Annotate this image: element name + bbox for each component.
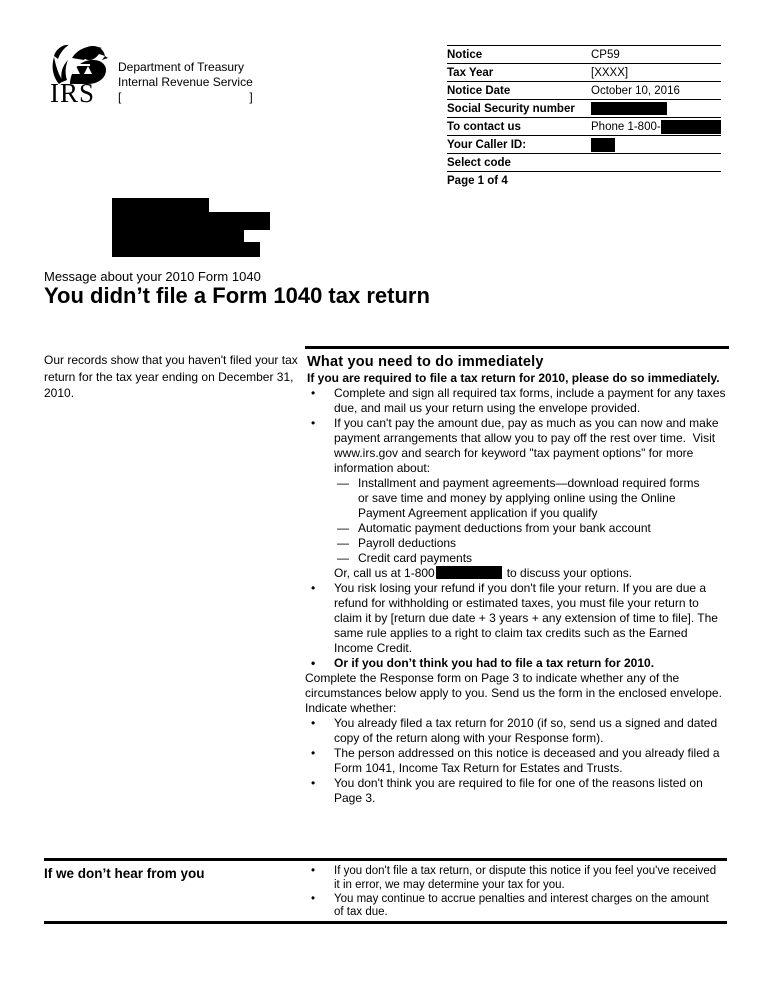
if-no-hear-bullet-list xyxy=(305,865,717,920)
redaction-box-phone-inline xyxy=(436,566,502,579)
table-row-select-code xyxy=(447,153,721,171)
records-summary-text: Our records show that you haven't filed your tax return for the tax year ending on December 31, 2010. xyxy=(44,353,298,400)
table-row-notice-date xyxy=(447,81,721,99)
row-value: October 10, 2016 xyxy=(591,84,680,97)
redaction-bar xyxy=(112,198,209,212)
row-label: To contact us xyxy=(447,120,521,133)
row-value: Phone 1-800- xyxy=(591,120,661,133)
indicate-bullet-list xyxy=(305,716,729,806)
bracket-open: [ xyxy=(118,90,122,104)
table-row-contact xyxy=(447,117,721,135)
list-item: • You may continue to accrue penalties and interest charges on the amount of tax due. xyxy=(305,893,717,921)
redaction-box-caller-id xyxy=(591,138,615,152)
row-value: [XXXX] xyxy=(591,66,629,79)
redaction-bar xyxy=(112,212,270,230)
page-indicator: Page 1 of 4 xyxy=(447,171,721,189)
payment-options-sublist xyxy=(337,476,729,566)
row-label: Social Security number xyxy=(447,102,575,115)
table-row-notice xyxy=(447,45,721,63)
dept-line-1: Department of Treasury xyxy=(118,60,245,74)
action-bullet-list xyxy=(305,386,729,671)
list-item-bold: • Or if you don’t think you had to file a tax return for 2010. xyxy=(305,656,729,671)
list-item: • You don't think you are required to file for one of the reasons listed on Page 3. xyxy=(305,776,729,806)
notice-summary-table xyxy=(447,45,721,189)
section-rule xyxy=(305,346,729,349)
table-row-caller-id xyxy=(447,135,721,153)
if-no-hear-heading: If we don’t hear from you xyxy=(44,866,205,881)
list-item: • If you can't pay the amount due, pay as much as you can now and make payment arrangements that allow you to pay off the rest over time. Visit www.irs.gov and search for keyword "tax payment options" for more information about: — Installment and payment agreements—download required forms or save time and money by applying online using the Online Payment Agreement application if you qualify — Automatic payment deductions from your bank account — Payroll deductions — Credit card payments Or, call us at 1-800 to discuss your options. xyxy=(305,416,729,581)
section-rule xyxy=(44,921,727,924)
redaction-block-address xyxy=(112,198,270,257)
list-item: • Complete and sign all required tax forms, include a payment for any taxes due, and mail us your return using the envelope provided. xyxy=(305,386,729,416)
list-item: • If you don't file a tax return, or dispute this notice if you feel you've received it in error, we may determine your tax for you. xyxy=(305,865,717,893)
section-lead: If you are required to file a tax return for 2010, please do so immediately. xyxy=(307,371,720,385)
table-row-ssn xyxy=(447,99,721,117)
row-label: Tax Year xyxy=(447,66,494,79)
what-to-do-section xyxy=(305,346,729,806)
sublist-item: — Credit card payments xyxy=(337,551,729,566)
call-us-line: Or, call us at 1-800 to discuss your options. xyxy=(334,566,633,580)
response-form-paragraph: Complete the Response form on Page 3 to indicate whether any of the circumstances below apply to you. Send us the form in the enclosed envelope. xyxy=(305,671,722,700)
sublist-item: — Payroll deductions xyxy=(337,536,729,551)
dept-line-2: Internal Revenue Service xyxy=(118,75,253,89)
table-row-tax-year xyxy=(447,63,721,81)
row-value: CP59 xyxy=(591,48,620,61)
row-label: Your Caller ID: xyxy=(447,138,527,151)
redaction-bar xyxy=(112,230,244,242)
section-rule xyxy=(44,858,727,861)
notice-kicker: Message about your 2010 Form 1040 xyxy=(44,269,261,284)
list-item: • You risk losing your refund if you don't file your return. If you are due a refund for withholding or estimated taxes, you must file your return to claim it by [return due date + 3 years + any extension of time to file]. The same rule applies to a right to claim tax credits such as the Earned Income Credit. xyxy=(305,581,729,656)
agency-address-block xyxy=(118,60,253,105)
row-label: Select code xyxy=(447,156,511,169)
address-placeholder-brackets xyxy=(118,90,253,105)
redaction-bar xyxy=(112,242,260,257)
row-label: Notice Date xyxy=(447,84,511,97)
bracket-close: ] xyxy=(249,90,253,104)
redaction-box-ssn xyxy=(591,102,667,115)
irs-logo-wordmark: IRS xyxy=(50,78,96,108)
indicate-whether-label: Indicate whether: xyxy=(305,701,397,715)
sublist-item: — Automatic payment deductions from your bank account xyxy=(337,521,729,536)
section-heading: What you need to do immediately xyxy=(307,354,544,370)
list-item: • You already filed a tax return for 2010 (if so, send us a signed and dated copy of the return along with your Response form). xyxy=(305,716,729,746)
row-label: Notice xyxy=(447,48,483,61)
redaction-box-phone xyxy=(661,120,721,134)
sublist-item: — Installment and payment agreements—download required forms or save time and money by applying online using the Online Payment Agreement application if you qualify xyxy=(337,476,729,521)
notice-title: You didn’t file a Form 1040 tax return xyxy=(44,283,430,308)
list-item: • The person addressed on this notice is deceased and you already filed a Form 1041, Income Tax Return for Estates and Trusts. xyxy=(305,746,729,776)
